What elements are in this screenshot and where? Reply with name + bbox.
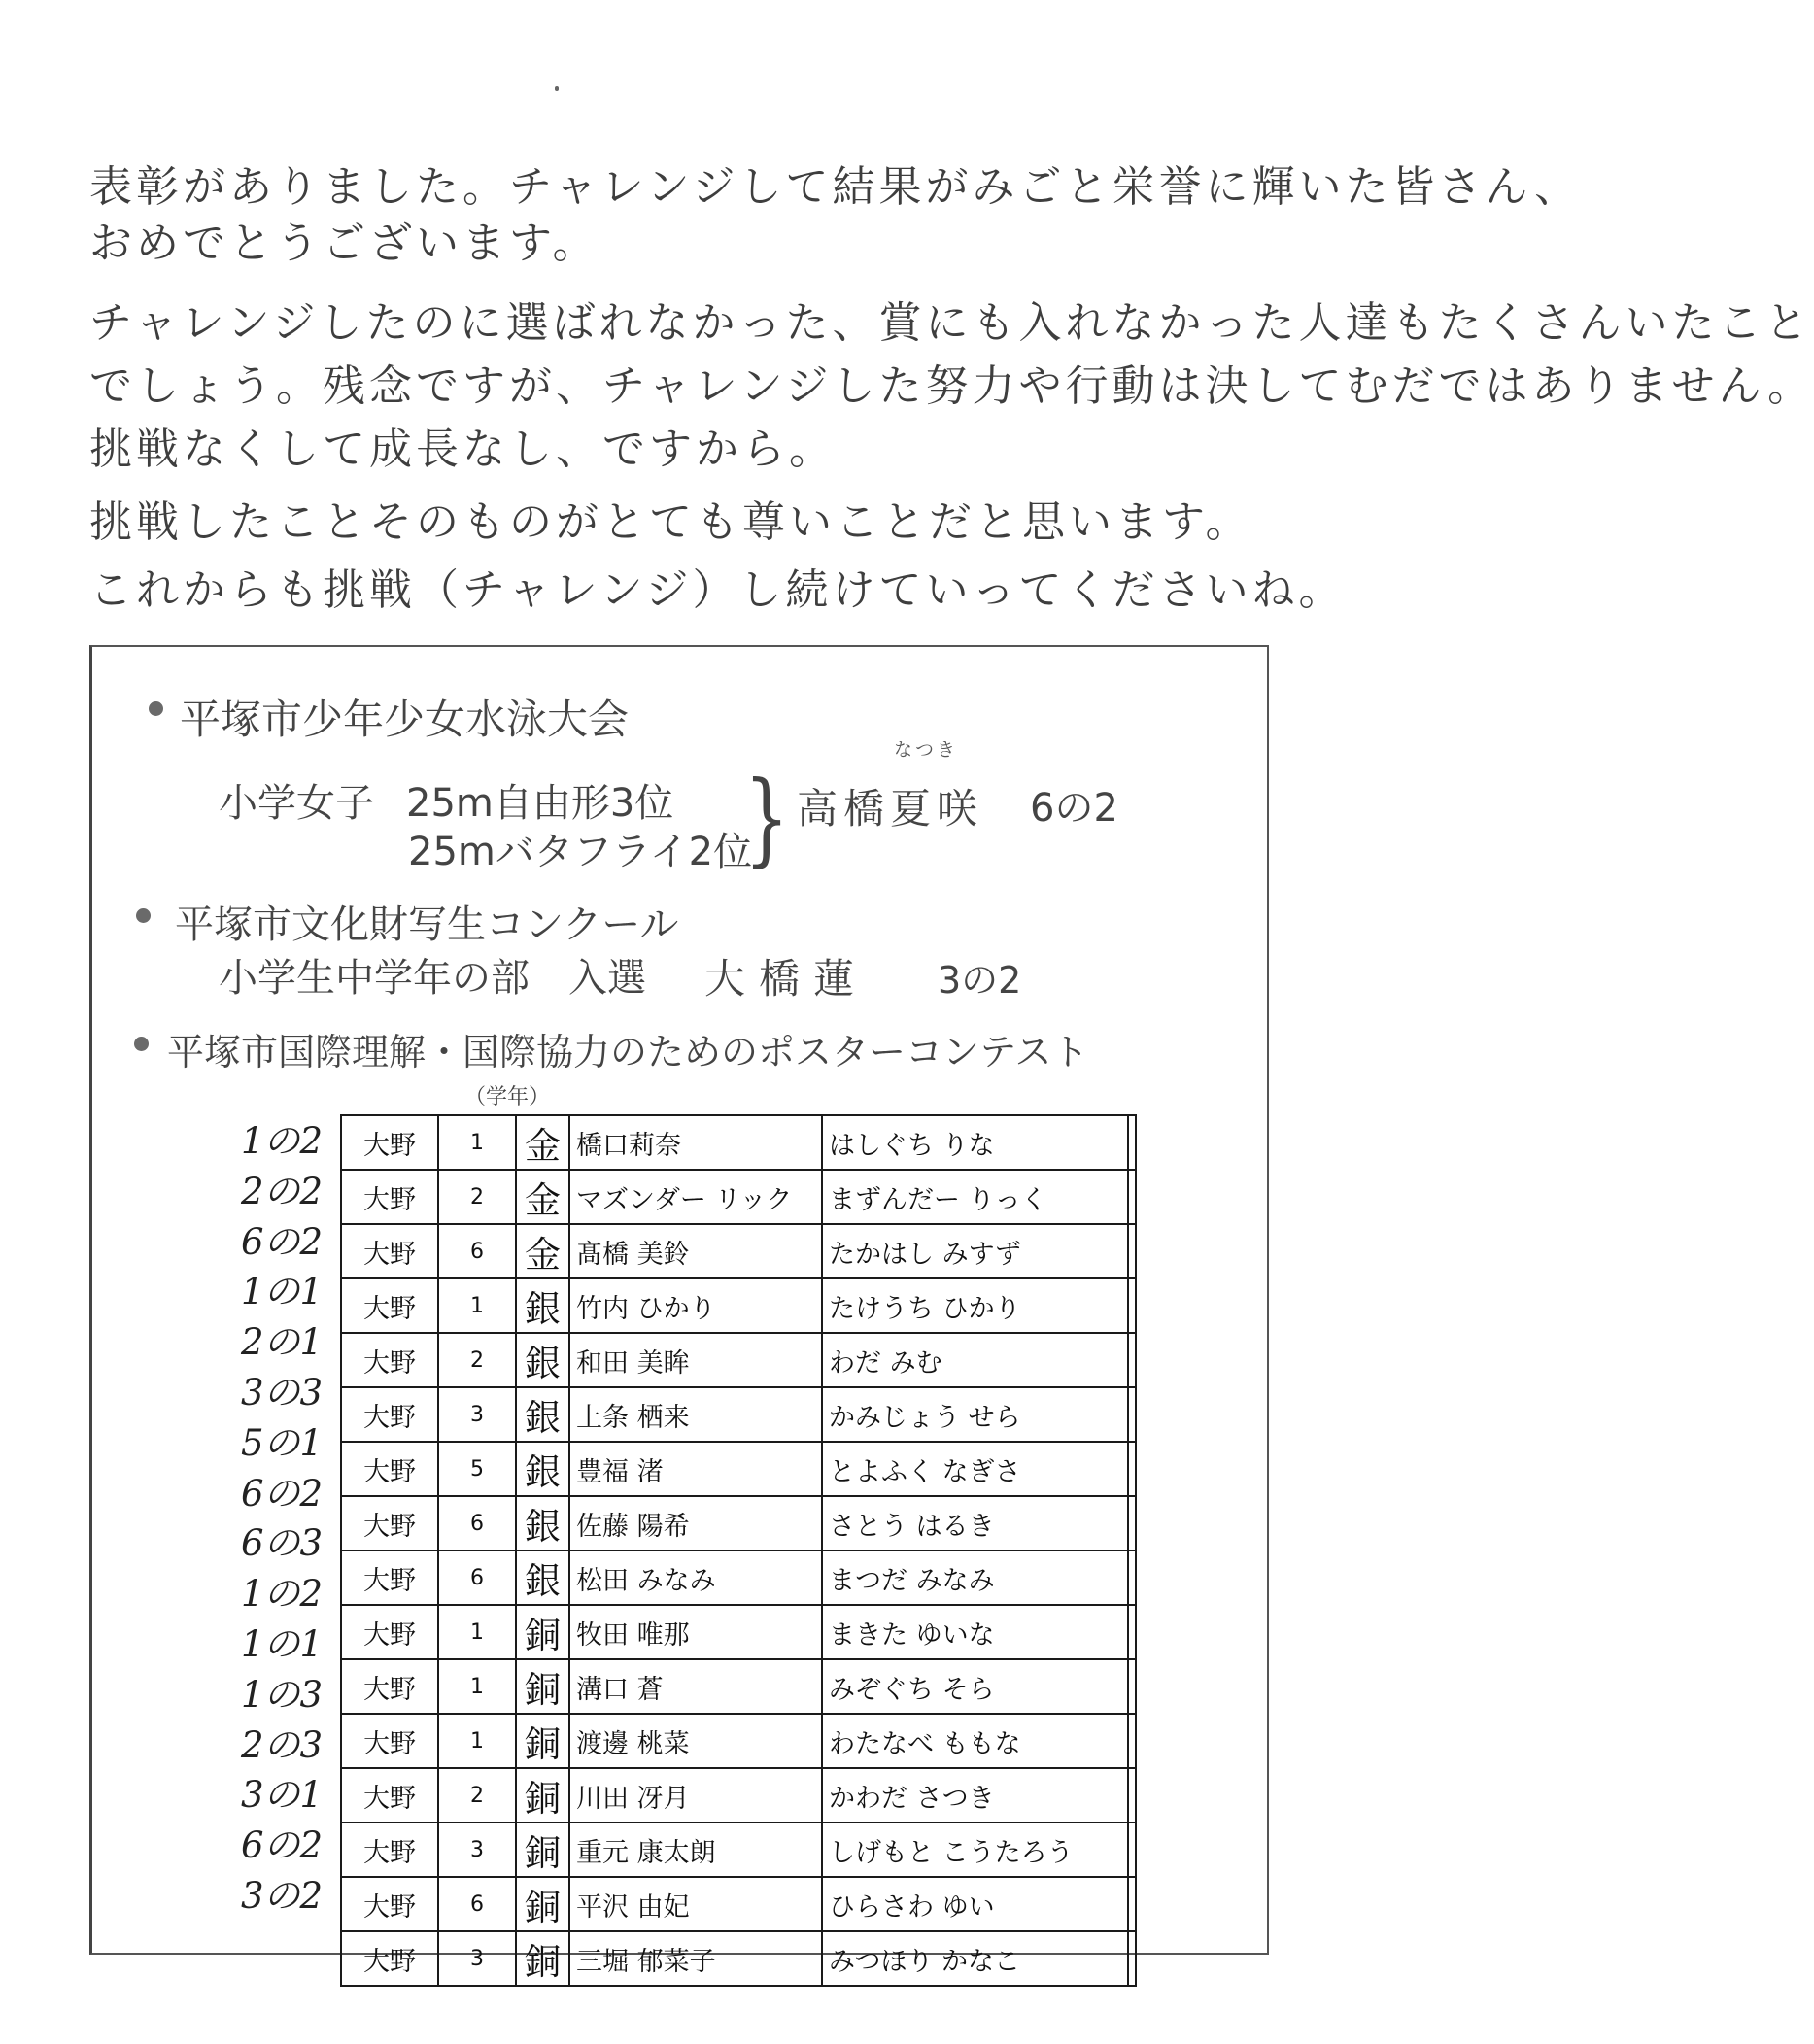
grade-cell: 6	[438, 1550, 516, 1605]
cut-off-cell	[1128, 1550, 1136, 1605]
medal-cell: 銀	[516, 1496, 569, 1550]
cut-off-cell	[1128, 1333, 1136, 1387]
grade-cell: 1	[438, 1278, 516, 1333]
cultural-class: 3の2	[938, 959, 1022, 1002]
swim-class: 6の2	[1030, 786, 1118, 831]
kana-cell: たかはし みすず	[822, 1224, 1128, 1278]
grade-cell: 3	[438, 1931, 516, 1986]
kana-cell: わだ みむ	[822, 1333, 1128, 1387]
name-cell: 平沢 由妃	[569, 1877, 822, 1931]
cut-off-cell	[1128, 1278, 1136, 1333]
swim-event-2: 25mバタフライ2位	[408, 830, 753, 874]
class-label: 2の3	[241, 1723, 324, 1766]
medal-cell: 金	[516, 1170, 569, 1224]
grade-cell: 3	[438, 1823, 516, 1877]
swim-event-1: 25m自由形3位	[406, 781, 674, 826]
cut-off-cell	[1128, 1442, 1136, 1496]
school-cell: 大野	[341, 1496, 438, 1550]
medal-cell: 銀	[516, 1278, 569, 1333]
poster-results-table	[340, 1114, 1137, 1987]
intro-line-7: これからも挑戦（チャレンジ）し続けていってくださいね。	[89, 565, 1346, 615]
cut-off-cell	[1128, 1387, 1136, 1442]
medal-cell: 銅	[516, 1931, 569, 1986]
medal-cell: 金	[516, 1224, 569, 1278]
table-row	[341, 1224, 1136, 1278]
school-cell: 大野	[341, 1115, 438, 1170]
name-cell: 松田 みなみ	[569, 1550, 822, 1605]
intro-line-3: チャレンジしたのに選ばれなかった、賞にも入れなかった人達もたくさんいたこと	[89, 298, 1812, 348]
cut-off-cell	[1128, 1659, 1136, 1714]
class-label: 3の2	[241, 1875, 324, 1917]
medal-cell: 銀	[516, 1387, 569, 1442]
kana-cell: まずんだー りっく	[822, 1170, 1128, 1224]
school-cell: 大野	[341, 1768, 438, 1823]
school-cell: 大野	[341, 1931, 438, 1986]
name-cell: 牧田 唯那	[569, 1605, 822, 1659]
medal-cell: 金	[516, 1115, 569, 1170]
grade-cell: 2	[438, 1768, 516, 1823]
class-label: 2の1	[241, 1321, 324, 1364]
school-cell: 大野	[341, 1442, 438, 1496]
cut-off-cell	[1128, 1931, 1136, 1986]
kana-cell: まつだ みなみ	[822, 1550, 1128, 1605]
medal-cell: 銅	[516, 1823, 569, 1877]
table-row	[341, 1714, 1136, 1768]
cut-off-cell	[1128, 1605, 1136, 1659]
cultural-detail: 小学生中学年の部	[219, 956, 530, 1001]
cultural-winner: 大橋蓮	[704, 955, 869, 1003]
name-cell: 豊福 渚	[569, 1442, 822, 1496]
name-cell: 橋口莉奈	[569, 1115, 822, 1170]
cut-off-cell	[1128, 1768, 1136, 1823]
intro-line-1: 表彰がありました。チャレンジして結果がみごと栄誉に輝いた皆さん、	[89, 162, 1582, 212]
table-row	[341, 1605, 1136, 1659]
kana-cell: さとう はるき	[822, 1496, 1128, 1550]
medal-cell: 銅	[516, 1877, 569, 1931]
medal-cell: 銅	[516, 1659, 569, 1714]
school-cell: 大野	[341, 1877, 438, 1931]
name-cell: 和田 美眸	[569, 1333, 822, 1387]
name-cell: 溝口 蒼	[569, 1659, 822, 1714]
swim-ruby: なつき	[894, 739, 959, 761]
class-label: 6の2	[241, 1220, 324, 1263]
table-row	[341, 1659, 1136, 1714]
kana-cell: わたなべ ももな	[822, 1714, 1128, 1768]
class-label: 1の1	[241, 1623, 324, 1665]
name-cell: 重元 康太朗	[569, 1823, 822, 1877]
table-row	[341, 1496, 1136, 1550]
cut-off-cell	[1128, 1496, 1136, 1550]
kana-cell: まきた ゆいな	[822, 1605, 1128, 1659]
name-cell: 川田 冴月	[569, 1768, 822, 1823]
grade-cell: 1	[438, 1659, 516, 1714]
medal-cell: 銅	[516, 1605, 569, 1659]
class-label: 1の2	[241, 1573, 324, 1616]
medal-cell: 銀	[516, 1333, 569, 1387]
grade-cell: 6	[438, 1877, 516, 1931]
school-cell: 大野	[341, 1278, 438, 1333]
brace-icon: }	[743, 759, 790, 877]
school-cell: 大野	[341, 1333, 438, 1387]
table-row	[341, 1115, 1136, 1170]
cultural-result: 入選	[568, 956, 646, 1001]
poster-grade-note: （学年）	[464, 1085, 551, 1109]
table-row	[341, 1768, 1136, 1823]
school-cell: 大野	[341, 1659, 438, 1714]
school-cell: 大野	[341, 1605, 438, 1659]
grade-cell: 6	[438, 1224, 516, 1278]
table-row	[341, 1931, 1136, 1986]
grade-cell: 3	[438, 1387, 516, 1442]
swim-title: 平塚市少年少女水泳大会	[180, 696, 630, 743]
name-cell: マズンダー リック	[569, 1170, 822, 1224]
class-label: 5の1	[241, 1421, 324, 1464]
grade-cell: 1	[438, 1115, 516, 1170]
intro-line-5: 挑戦なくして成長なし、ですから。	[89, 425, 836, 474]
class-label: 6の2	[241, 1824, 324, 1867]
name-cell: 竹内 ひかり	[569, 1278, 822, 1333]
intro-line-4: でしょう。残念ですが、チャレンジした努力や行動は決してむだではありません。	[89, 361, 1814, 411]
cut-off-cell	[1128, 1714, 1136, 1768]
class-label: 6の3	[241, 1522, 324, 1565]
cut-off-cell	[1128, 1877, 1136, 1931]
bullet-icon	[149, 701, 163, 716]
table-row	[341, 1877, 1136, 1931]
medal-cell: 銅	[516, 1714, 569, 1768]
table-row	[341, 1333, 1136, 1387]
bullet-icon	[134, 1037, 149, 1051]
kana-cell: しげもと こうたろう	[822, 1823, 1128, 1877]
kana-cell: みぞぐち そら	[822, 1659, 1128, 1714]
grade-cell: 2	[438, 1333, 516, 1387]
cut-off-cell	[1128, 1115, 1136, 1170]
name-cell: 佐藤 陽希	[569, 1496, 822, 1550]
grade-cell: 2	[438, 1170, 516, 1224]
cultural-title: 平塚市文化財写生コンクール	[175, 903, 679, 947]
school-cell: 大野	[341, 1224, 438, 1278]
kana-cell: とよふく なぎさ	[822, 1442, 1128, 1496]
name-cell: 髙橋 美鈴	[569, 1224, 822, 1278]
stray-dot	[555, 86, 559, 91]
class-label: 1の3	[241, 1673, 324, 1716]
kana-cell: かみじょう せら	[822, 1387, 1128, 1442]
bullet-icon	[136, 908, 151, 923]
school-cell: 大野	[341, 1170, 438, 1224]
table-row	[341, 1387, 1136, 1442]
poster-title: 平塚市国際理解・国際協力のためのポスターコンテスト	[167, 1031, 1089, 1073]
cut-off-cell	[1128, 1170, 1136, 1224]
name-cell: 渡邊 桃菜	[569, 1714, 822, 1768]
cut-off-cell	[1128, 1224, 1136, 1278]
swim-category: 小学女子	[219, 781, 374, 826]
school-cell: 大野	[341, 1823, 438, 1877]
grade-cell: 6	[438, 1496, 516, 1550]
swim-winner: 高橋夏咲	[797, 785, 984, 833]
school-cell: 大野	[341, 1550, 438, 1605]
medal-cell: 銀	[516, 1550, 569, 1605]
intro-line-2: おめでとうございます。	[89, 219, 599, 268]
class-label: 1の2	[241, 1120, 324, 1162]
name-cell: 上条 栖来	[569, 1387, 822, 1442]
medal-cell: 銀	[516, 1442, 569, 1496]
grade-cell: 5	[438, 1442, 516, 1496]
class-label: 3の3	[241, 1372, 324, 1414]
kana-cell: みつほり かなこ	[822, 1931, 1128, 1986]
school-cell: 大野	[341, 1387, 438, 1442]
cut-off-cell	[1128, 1823, 1136, 1877]
name-cell: 三堀 郁菜子	[569, 1931, 822, 1986]
table-row	[341, 1170, 1136, 1224]
table-row	[341, 1823, 1136, 1877]
grade-cell: 1	[438, 1714, 516, 1768]
class-label: 3の1	[241, 1774, 324, 1817]
class-label: 6の2	[241, 1472, 324, 1515]
kana-cell: かわだ さつき	[822, 1768, 1128, 1823]
table-row	[341, 1278, 1136, 1333]
grade-cell: 1	[438, 1605, 516, 1659]
table-row	[341, 1550, 1136, 1605]
table-row	[341, 1442, 1136, 1496]
kana-cell: はしぐち りな	[822, 1115, 1128, 1170]
school-cell: 大野	[341, 1714, 438, 1768]
kana-cell: ひらさわ ゆい	[822, 1877, 1128, 1931]
kana-cell: たけうち ひかり	[822, 1278, 1128, 1333]
medal-cell: 銅	[516, 1768, 569, 1823]
intro-line-6: 挑戦したことそのものがとても尊いことだと思います。	[89, 497, 1252, 547]
class-label: 1の1	[241, 1271, 324, 1313]
class-label: 2の2	[241, 1170, 324, 1212]
